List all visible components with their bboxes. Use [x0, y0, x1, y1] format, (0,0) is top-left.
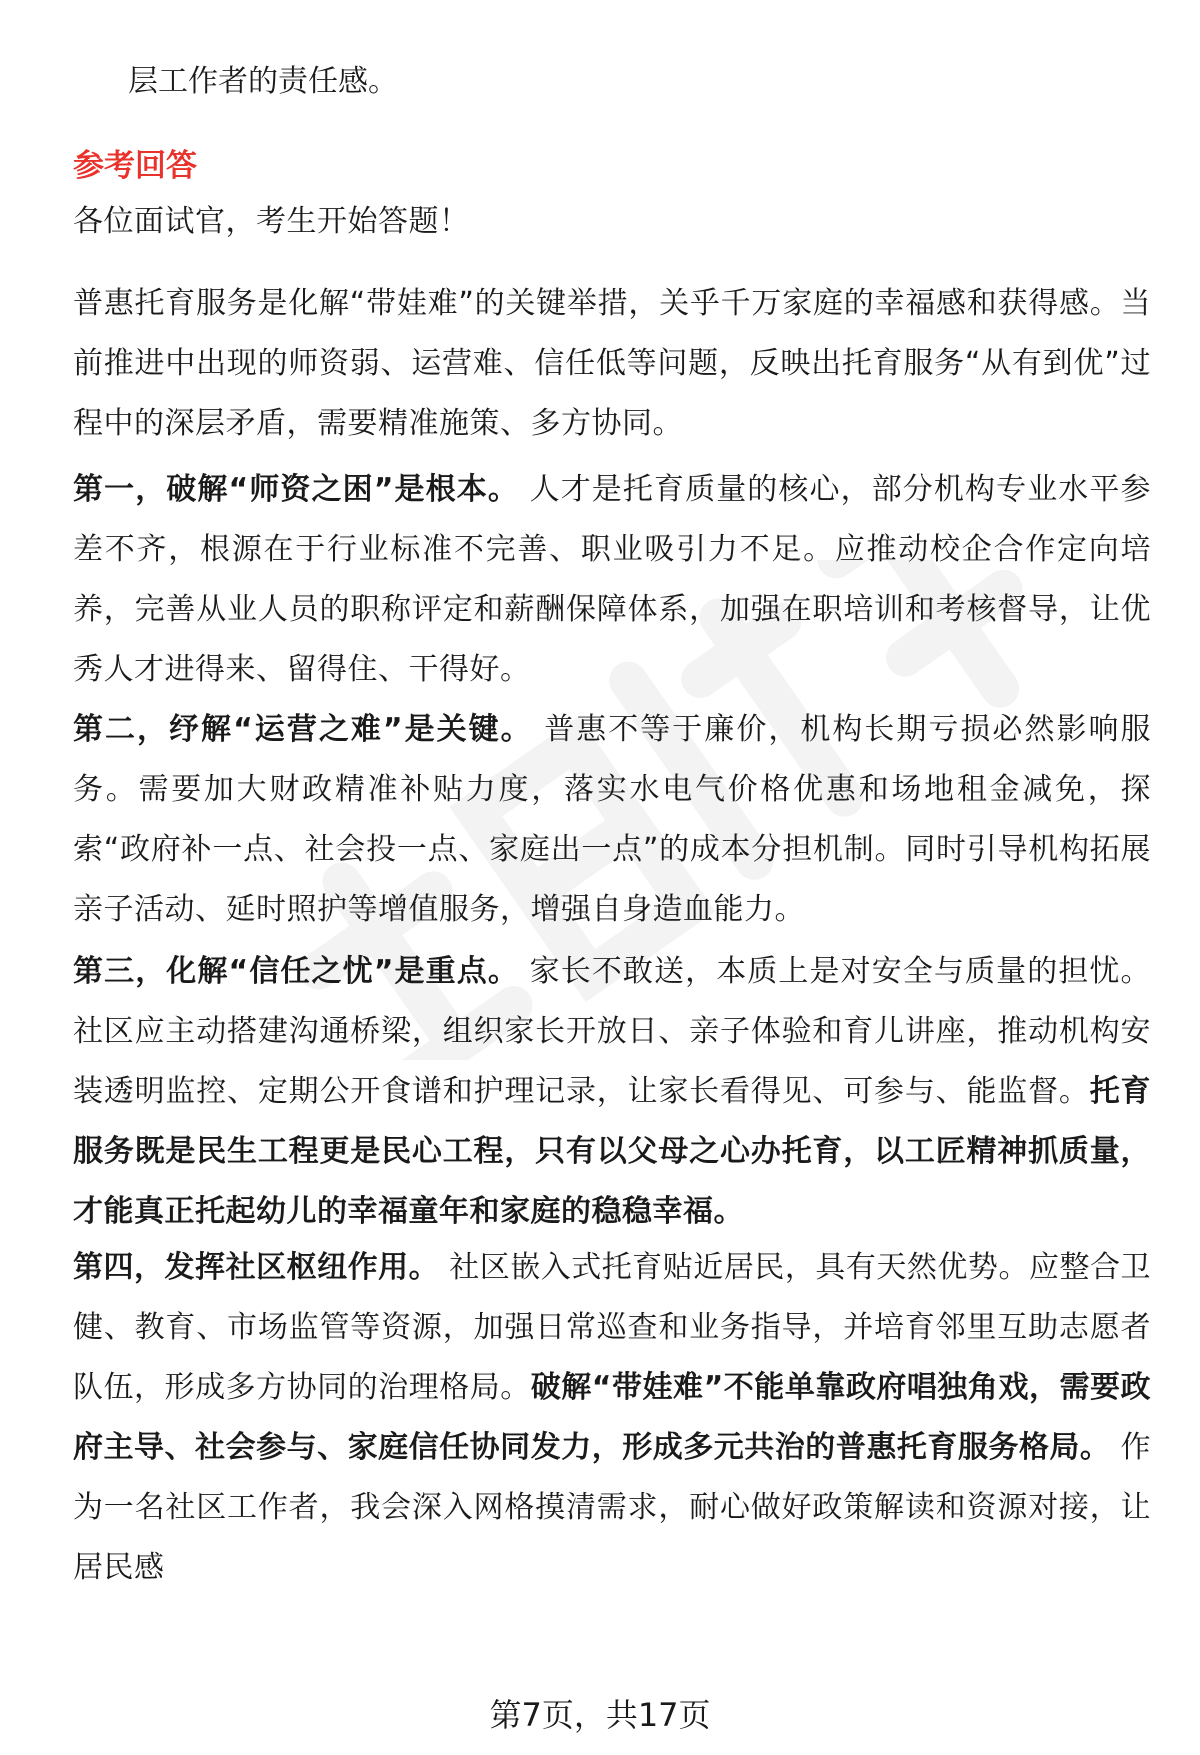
paragraph-1-body: 人才是托育质量的核心，部分机构专业水平参差不齐，根源在于行业标准不完善、职业吸引力不足。应推动校企合作定向培养，完善从业人员的职称评定和薪酬保障体系，加强在职培训和考核督导，让优秀人才进得来、留得住、干得好。 — [73, 472, 1151, 687]
paragraph-2-body: 普惠不等于廉价，机构长期亏损必然影响服务。需要加大财政精准补贴力度，落实水电气价格优惠和场地租金减免，探索“政府补一点、社会投一点、家庭出一点”的成本分担机制。同时引导机构拓展亲子活动、延时照护等增值服务，增强自身造血能力。 — [73, 712, 1151, 927]
paragraph-2 — [73, 700, 1151, 940]
paragraph-4-body-tail: 作为一名社区工作者，我会深入网格摸清需求，耐心做好政策解读和资源对接，让居民感 — [73, 1430, 1152, 1585]
paragraph-4-body: 社区嵌入式托育贴近居民，具有天然优势。应整合卫健、教育、市场监管等资源，加强日常巡查和业务指导，并培育邻里互助志愿者队伍，形成多方协同的治理格局。 — [73, 1250, 1151, 1405]
paragraph-3-lead: 第三，化解“信任之忧”是重点。 — [73, 954, 519, 989]
section-heading: 参考回答 — [73, 148, 197, 184]
paragraph-3-body: 家长不敢送，本质上是对安全与质量的担忧。社区应主动搭建沟通桥梁，组织家长开放日、亲子体验和育儿讲座，推动机构安装透明监控、定期公开食谱和护理记录，让家长看得见、可参与、能监督。 — [73, 954, 1151, 1109]
paragraph-2-lead: 第二，纾解“运营之难”是关键。 — [73, 712, 533, 747]
paragraph-4 — [73, 1238, 1151, 1598]
paragraph-1-lead: 第一，破解“师资之困”是根本。 — [73, 472, 519, 507]
page-number-footer: 第7页，共17页 — [489, 1696, 711, 1734]
paragraph-3 — [73, 942, 1151, 1242]
paragraph-1 — [73, 460, 1151, 700]
paragraph-4-lead: 第四，发挥社区枢纽作用。 — [73, 1250, 440, 1285]
intro-tail-text: 层工作者的责任感。 — [128, 64, 398, 99]
paragraph-4-bold-mid: 破解“带娃难”不能单靠政府唱独角戏，需要政府主导、社会参与、家庭信任协同发力，形成多元共治的普惠托育服务格局。 — [73, 1370, 1152, 1465]
paragraph-3-bold-tail: 托育服务既是民生工程更是民心工程，只有以父母之心办托育，以工匠精神抓质量，才能真正托起幼儿的幸福童年和家庭的稳稳幸福。 — [73, 1074, 1152, 1229]
intro-paragraph: 普惠托育服务是化解“带娃难”的关键举措，关乎千万家庭的幸福感和获得感。当前推进中出现的师资弱、运营难、信任低等问题，反映出托育服务“从有到优”过程中的深层矛盾，需要精准施策、多方协同。 — [73, 286, 1151, 441]
greeting-text: 各位面试官，考生开始答题！ — [73, 204, 470, 239]
